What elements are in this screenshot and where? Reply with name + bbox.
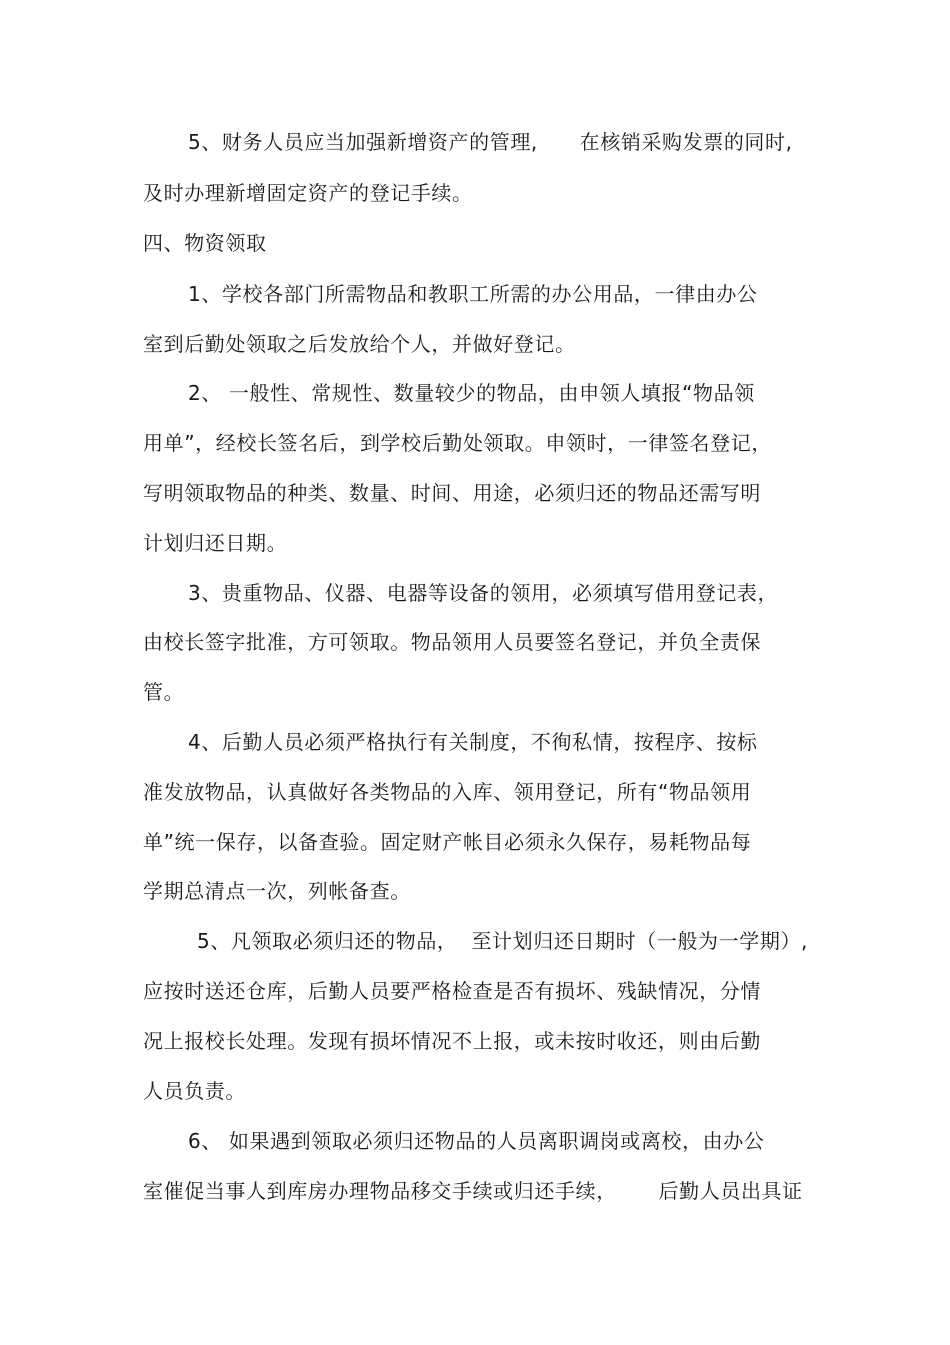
text-line: 5、财务人员应当加强新增资产的管理, 在核销采购发票的同时, (188, 130, 793, 154)
text-line: 用单”，经校长签名后，到学校后勤处领取。申领时，一律签名登记， (143, 431, 772, 455)
text-line: 室到后勤处领取之后发放给个人，并做好登记。 (143, 332, 576, 356)
text-line: 室催促当事人到库房办理物品移交手续或归还手续， 后勤人员出具证 (143, 1179, 803, 1203)
text-line: 4、后勤人员必须严格执行有关制度，不徇私情，按程序、按标 (188, 730, 758, 754)
text-line: 人员负责。 (143, 1079, 246, 1103)
text-line: 3、贵重物品、仪器、电器等设备的领用，必须填写借用登记表， (188, 581, 779, 605)
text-line: 6、 如果遇到领取必须归还物品的人员离职调岗或离校，由办公 (188, 1129, 765, 1153)
text-line: 及时办理新增固定资产的登记手续。 (143, 181, 473, 205)
text-line: 单”统一保存，以备查验。固定财产帐目必须永久保存，易耗物品每 (143, 830, 752, 854)
text-line: 管。 (143, 680, 185, 704)
text-line: 学期总清点一次，列帐备查。 (143, 879, 411, 903)
text-line: 写明领取物品的种类、数量、时间、用途，必须归还的物品还需写明 (143, 481, 761, 505)
section-heading: 四、物资领取 (143, 231, 267, 255)
text-line: 况上报校长处理。发现有损坏情况不上报，或未按时收还，则由后勤 (143, 1029, 761, 1053)
text-line: 应按时送还仓库，后勤人员要严格检查是否有损坏、残缺情况，分情 (143, 979, 761, 1003)
text-line: 5、凡领取必须归还的物品， 至计划归还日期时（一般为一学期）, (197, 929, 808, 953)
text-line: 1、学校各部门所需物品和教职工所需的办公用品，一律由办公 (188, 282, 758, 306)
text-line: 准发放物品，认真做好各类物品的入库、领用登记，所有“物品领用 (143, 780, 752, 804)
text-line: 2、 一般性、常规性、数量较少的物品，由申领人填报“物品领 (188, 381, 755, 405)
text-line: 由校长签字批准，方可领取。物品领用人员要签名登记，并负全责保 (143, 630, 761, 654)
text-line: 计划归还日期。 (143, 531, 288, 555)
